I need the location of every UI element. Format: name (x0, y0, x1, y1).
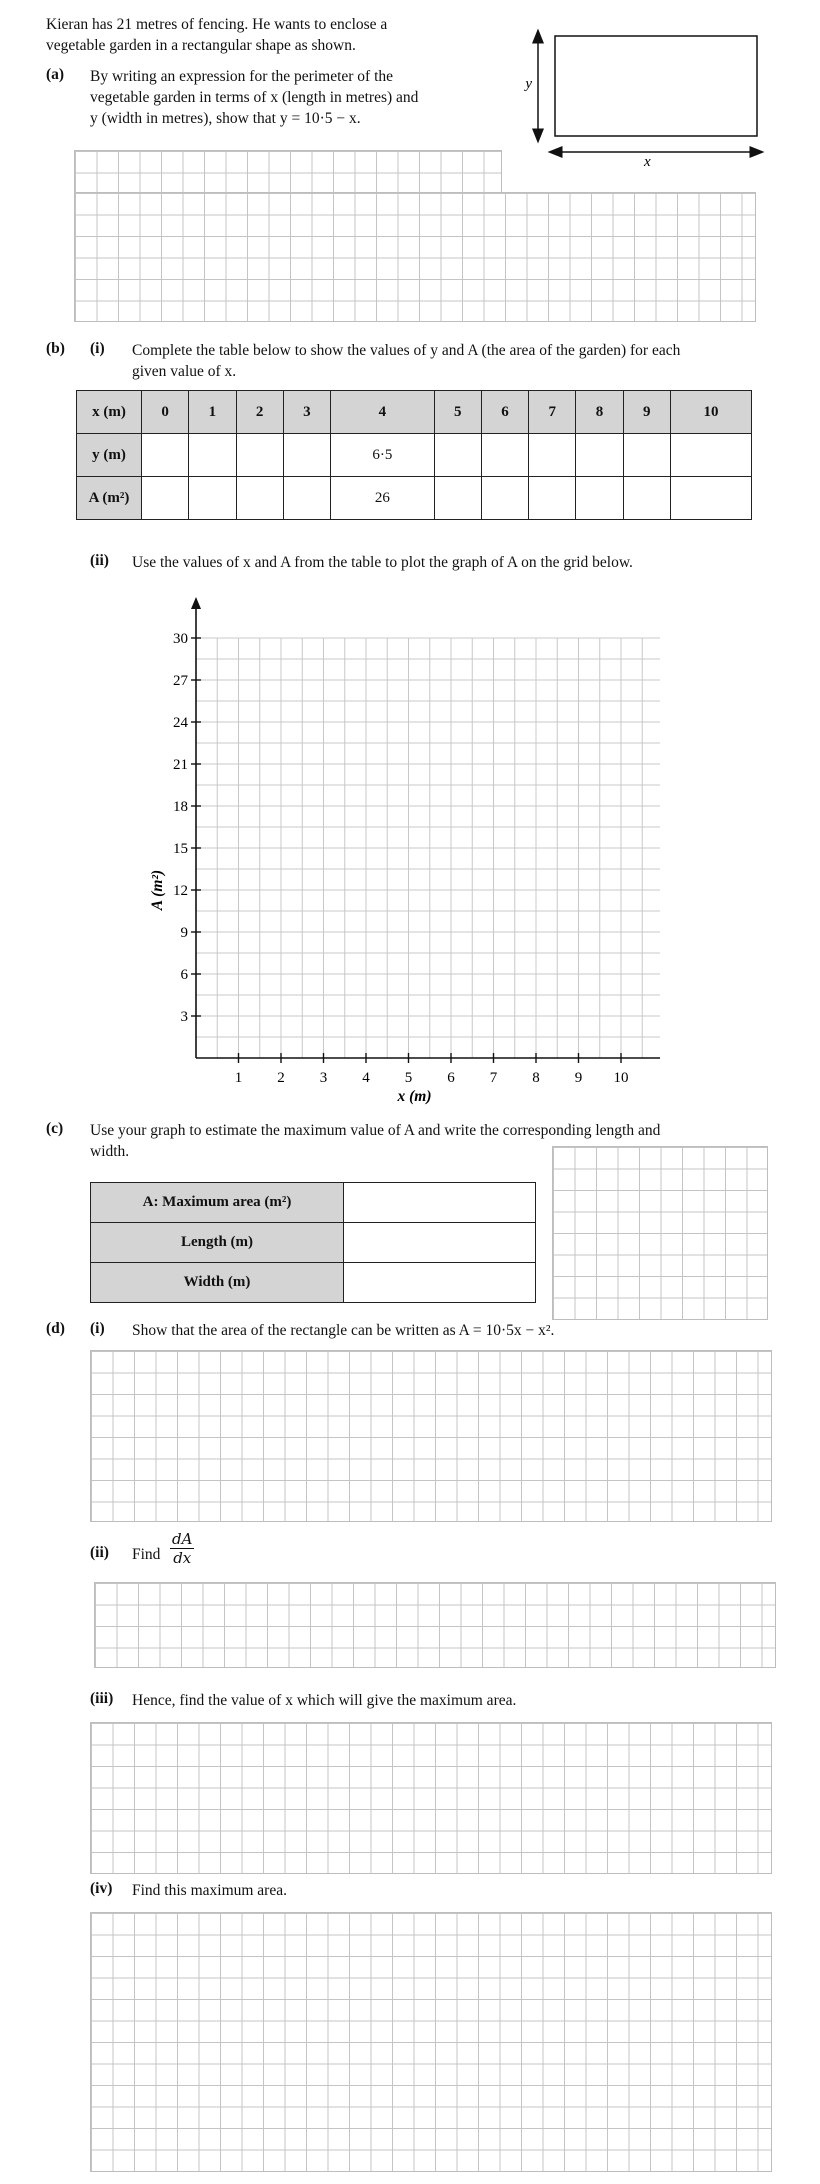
y-tick-label: 9 (180, 925, 188, 941)
cell-y-5[interactable] (434, 434, 481, 477)
answer-grid-a[interactable] (74, 192, 756, 322)
x-tick-label: 6 (447, 1070, 455, 1086)
y-axis-arrowhead (191, 597, 201, 609)
answer-grid-d-i[interactable] (90, 1350, 772, 1522)
width-row (91, 1263, 536, 1303)
derivative-numerator: dA (172, 1530, 193, 1548)
part-c-label: (c) (46, 1120, 64, 1137)
answer-grid-d-ii[interactable] (94, 1582, 776, 1668)
y-tick-label: 6 (180, 967, 188, 983)
cell-a-2[interactable] (236, 477, 283, 520)
x-axis-label: x (m) (397, 1088, 432, 1105)
part-c-line-2: width. (90, 1143, 130, 1160)
part-d-ii-text: Find (132, 1546, 161, 1563)
y-tick-label: 30 (173, 631, 188, 647)
cell-y-3[interactable] (283, 434, 330, 477)
cell-a-7[interactable] (529, 477, 576, 520)
part-d-iii-text: Hence, find the value of x which will give the maximum area. (132, 1692, 517, 1709)
x-dimension-label: x (644, 154, 651, 168)
cell-a-9[interactable] (623, 477, 670, 520)
table-row-x (77, 391, 752, 434)
max-area-row (91, 1183, 536, 1223)
part-b-i-text (132, 340, 680, 382)
part-b-ii-text: Use the values of x and A from the table to plot the graph of A on the grid below. (132, 554, 633, 571)
part-a-line-2: vegetable garden in terms of x (length in metres) and (90, 89, 419, 106)
part-d-iii-label: (iii) (90, 1690, 114, 1707)
x-tick-label: 5 (404, 1070, 413, 1086)
y-tick-label: 15 (173, 841, 188, 857)
y-tick-label: 18 (173, 799, 188, 815)
answer-grid-d-iv[interactable] (90, 1912, 772, 2172)
part-b-label: (b) (46, 340, 65, 357)
part-b-ii-label: (ii) (90, 552, 109, 569)
part-d-iv-text: Find this maximum area. (132, 1882, 287, 1899)
cell-x-7: 7 (529, 391, 576, 434)
part-d-i-text: Show that the area of the rectangle can be written as A = 10·5x − x². (132, 1322, 555, 1339)
x-tick-label: 4 (362, 1070, 370, 1086)
part-b-i-line-1: Complete the table below to show the values of y and A (the area of the garden) for each (132, 342, 681, 359)
cell-a-5[interactable] (434, 477, 481, 520)
part-a-text (90, 66, 418, 129)
x-tick-label: 3 (319, 1070, 328, 1086)
y-tick-label: 24 (173, 715, 188, 731)
cell-a-10[interactable] (670, 477, 751, 520)
y-tick-label: 12 (173, 883, 188, 899)
table-row-y (77, 434, 752, 477)
length-row (91, 1223, 536, 1263)
length-header: Length (m) (91, 1223, 344, 1263)
garden-rectangle (555, 36, 757, 136)
cell-x-6: 6 (481, 391, 528, 434)
cell-a-0[interactable] (142, 477, 189, 520)
row-header-y: y (m) (77, 434, 142, 477)
derivative-fraction (170, 1530, 194, 1567)
values-table (76, 390, 752, 520)
intro-text (46, 14, 387, 56)
cell-a-8[interactable] (576, 477, 623, 520)
width-header: Width (m) (91, 1263, 344, 1303)
cell-a-1[interactable] (189, 477, 236, 520)
part-d-label: (d) (46, 1320, 65, 1337)
part-d-ii-label: (ii) (90, 1544, 109, 1561)
cell-x-9: 9 (623, 391, 670, 434)
part-b-i-label: (i) (90, 340, 105, 357)
x-tick-label: 10 (613, 1070, 629, 1086)
cell-y-4: 6·5 (331, 434, 435, 477)
cell-x-3: 3 (283, 391, 330, 434)
y-axis-label: A (m²) (149, 869, 166, 911)
part-a-line-3: y (width in metres), show that y = 10·5 − x. (90, 110, 361, 127)
y-tick-label: 27 (173, 673, 188, 689)
intro-line-2: vegetable garden in a rectangular shape as shown. (46, 37, 356, 54)
cell-y-2[interactable] (236, 434, 283, 477)
width-answer-cell[interactable] (344, 1263, 536, 1303)
cell-y-0[interactable] (142, 434, 189, 477)
answer-grid-d-iii[interactable] (90, 1722, 772, 1874)
cell-x-10: 10 (670, 391, 751, 434)
intro-line-1: Kieran has 21 metres of fencing. He wants to enclose a (46, 16, 388, 33)
cell-a-3[interactable] (283, 477, 330, 520)
max-area-answer-cell[interactable] (344, 1183, 536, 1223)
max-area-header: A: Maximum area (m²) (91, 1183, 344, 1223)
table-row-a (77, 477, 752, 520)
part-a-line-1: By writing an expression for the perimeter of the (90, 68, 394, 85)
length-answer-cell[interactable] (344, 1223, 536, 1263)
part-d-i-label: (i) (90, 1320, 105, 1337)
y-tick-label: 21 (173, 757, 188, 773)
y-tick-label: 3 (180, 1009, 188, 1025)
part-c-line-1: Use your graph to estimate the maximum value of A and write the corresponding length and (90, 1122, 661, 1139)
cell-x-2: 2 (236, 391, 283, 434)
cell-x-0: 0 (142, 391, 189, 434)
cell-y-10[interactable] (670, 434, 751, 477)
area-graph[interactable] (140, 595, 660, 1115)
cell-a-4: 26 (331, 477, 435, 520)
x-tick-label: 2 (277, 1070, 285, 1086)
cell-y-6[interactable] (481, 434, 528, 477)
cell-y-1[interactable] (189, 434, 236, 477)
cell-y-8[interactable] (576, 434, 623, 477)
maximum-table (90, 1182, 536, 1303)
part-d-iv-label: (iv) (90, 1880, 113, 1897)
garden-diagram (520, 28, 765, 168)
part-a-label: (a) (46, 66, 65, 83)
answer-grid-c[interactable] (552, 1146, 768, 1320)
x-tick-label: 8 (532, 1070, 540, 1086)
x-tick-label: 9 (574, 1070, 583, 1086)
derivative-denominator: dx (173, 1549, 192, 1567)
cell-x-4: 4 (331, 391, 435, 434)
y-dimension-label: y (525, 76, 532, 92)
x-tick-label: 7 (489, 1070, 498, 1086)
part-b-i-line-2: given value of x. (132, 363, 237, 380)
x-tick-label: 1 (234, 1070, 243, 1086)
row-header-x: x (m) (77, 391, 142, 434)
cell-x-5: 5 (434, 391, 481, 434)
cell-x-8: 8 (576, 391, 623, 434)
cell-a-6[interactable] (481, 477, 528, 520)
cell-y-7[interactable] (529, 434, 576, 477)
cell-x-1: 1 (189, 391, 236, 434)
cell-y-9[interactable] (623, 434, 670, 477)
row-header-a: A (m²) (77, 477, 142, 520)
